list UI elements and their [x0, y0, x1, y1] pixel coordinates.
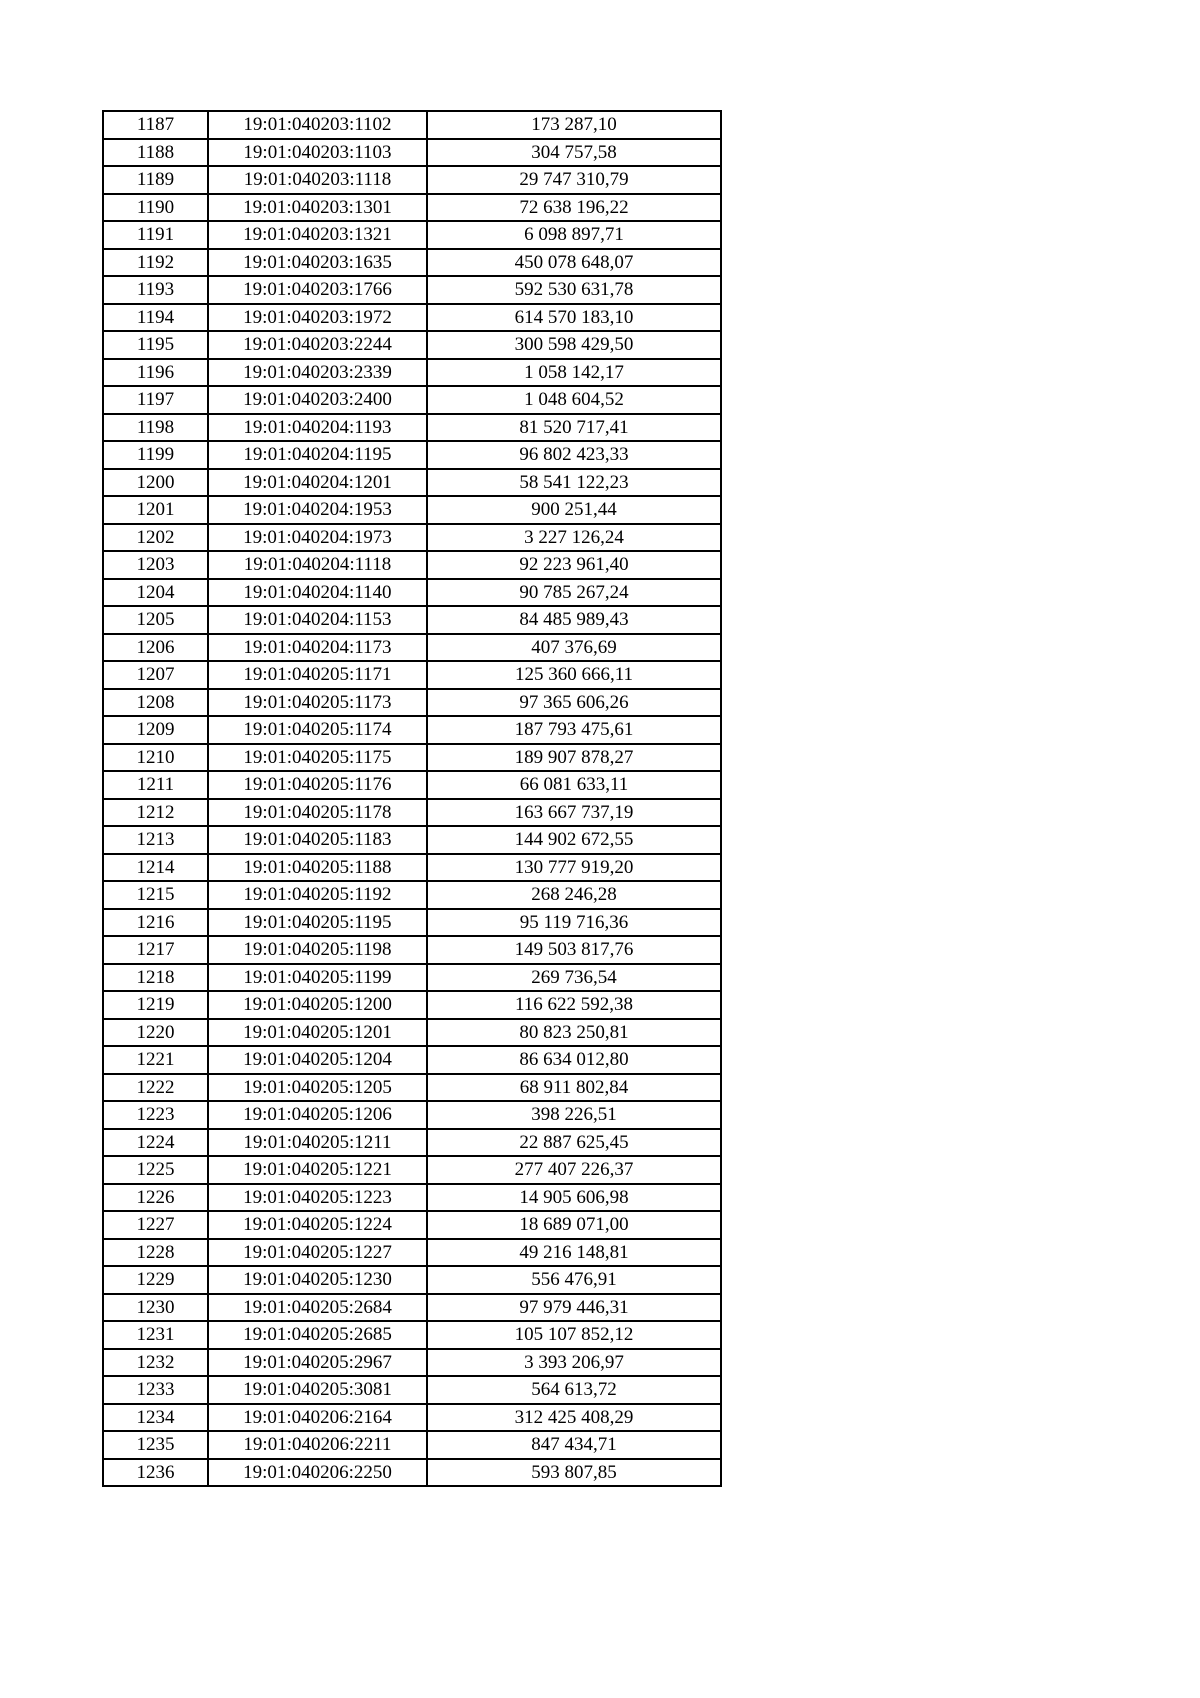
row-number-cell: 1223: [103, 1101, 208, 1129]
row-number-cell: 1193: [103, 276, 208, 304]
table-row: [103, 304, 721, 332]
table-row: [103, 909, 721, 937]
cadastral-value-cell: 49 216 148,81: [427, 1239, 721, 1267]
cadastral-number-cell: 19:01:040206:2164: [208, 1404, 427, 1432]
cadastral-number-cell: 19:01:040205:1176: [208, 771, 427, 799]
cadastral-number-cell: 19:01:040205:3081: [208, 1376, 427, 1404]
table-row: [103, 524, 721, 552]
row-number-cell: 1202: [103, 524, 208, 552]
row-number-cell: 1217: [103, 936, 208, 964]
table-row: [103, 1431, 721, 1459]
table-row: [103, 854, 721, 882]
table-row: [103, 606, 721, 634]
cadastral-value-cell: 97 979 446,31: [427, 1294, 721, 1322]
table-row: [103, 1349, 721, 1377]
row-number-cell: 1235: [103, 1431, 208, 1459]
row-number-cell: 1216: [103, 909, 208, 937]
table-row: [103, 1294, 721, 1322]
row-number-cell: 1229: [103, 1266, 208, 1294]
row-number-cell: 1191: [103, 221, 208, 249]
row-number-cell: 1224: [103, 1129, 208, 1157]
cadastral-value-cell: 847 434,71: [427, 1431, 721, 1459]
cadastral-number-cell: 19:01:040205:1227: [208, 1239, 427, 1267]
cadastral-value-cell: 105 107 852,12: [427, 1321, 721, 1349]
cadastral-number-cell: 19:01:040205:1221: [208, 1156, 427, 1184]
table-row: [103, 1101, 721, 1129]
table-row: [103, 771, 721, 799]
row-number-cell: 1220: [103, 1019, 208, 1047]
cadastral-number-cell: 19:01:040206:2250: [208, 1459, 427, 1487]
cadastral-number-cell: 19:01:040205:1224: [208, 1211, 427, 1239]
table-row: [103, 579, 721, 607]
table-row: [103, 386, 721, 414]
cadastral-value-cell: 80 823 250,81: [427, 1019, 721, 1047]
table-row: [103, 276, 721, 304]
table-row: [103, 551, 721, 579]
cadastral-value-cell: 3 393 206,97: [427, 1349, 721, 1377]
row-number-cell: 1203: [103, 551, 208, 579]
cadastral-value-cell: 92 223 961,40: [427, 551, 721, 579]
cadastral-number-cell: 19:01:040205:1211: [208, 1129, 427, 1157]
table-row: [103, 331, 721, 359]
table-row: [103, 964, 721, 992]
cadastral-number-cell: 19:01:040205:1188: [208, 854, 427, 882]
table-row: [103, 1404, 721, 1432]
cadastral-number-cell: 19:01:040205:1173: [208, 689, 427, 717]
cadastral-number-cell: 19:01:040205:1192: [208, 881, 427, 909]
cadastral-number-cell: 19:01:040205:1199: [208, 964, 427, 992]
row-number-cell: 1231: [103, 1321, 208, 1349]
table-row: [103, 441, 721, 469]
table-row: [103, 991, 721, 1019]
cadastral-value-cell: 6 098 897,71: [427, 221, 721, 249]
row-number-cell: 1230: [103, 1294, 208, 1322]
row-number-cell: 1236: [103, 1459, 208, 1487]
table-row: [103, 1074, 721, 1102]
table-row: [103, 111, 721, 139]
row-number-cell: 1195: [103, 331, 208, 359]
cadastral-number-cell: 19:01:040205:1204: [208, 1046, 427, 1074]
table-row: [103, 1376, 721, 1404]
cadastral-number-cell: 19:01:040203:1118: [208, 166, 427, 194]
cadastral-value-cell: 90 785 267,24: [427, 579, 721, 607]
cadastral-value-cell: 96 802 423,33: [427, 441, 721, 469]
cadastral-number-cell: 19:01:040203:1972: [208, 304, 427, 332]
cadastral-value-cell: 81 520 717,41: [427, 414, 721, 442]
row-number-cell: 1213: [103, 826, 208, 854]
row-number-cell: 1196: [103, 359, 208, 387]
cadastral-value-cell: 18 689 071,00: [427, 1211, 721, 1239]
cadastral-value-cell: 14 905 606,98: [427, 1184, 721, 1212]
cadastral-value-table: [102, 110, 722, 1487]
table-row: [103, 1046, 721, 1074]
table-row: [103, 1184, 721, 1212]
table-row: [103, 661, 721, 689]
cadastral-value-cell: 84 485 989,43: [427, 606, 721, 634]
cadastral-value-cell: 407 376,69: [427, 634, 721, 662]
table-row: [103, 716, 721, 744]
cadastral-number-cell: 19:01:040205:1223: [208, 1184, 427, 1212]
cadastral-value-cell: 66 081 633,11: [427, 771, 721, 799]
row-number-cell: 1209: [103, 716, 208, 744]
row-number-cell: 1219: [103, 991, 208, 1019]
row-number-cell: 1206: [103, 634, 208, 662]
cadastral-value-cell: 312 425 408,29: [427, 1404, 721, 1432]
cadastral-number-cell: 19:01:040205:1195: [208, 909, 427, 937]
cadastral-value-cell: 22 887 625,45: [427, 1129, 721, 1157]
cadastral-number-cell: 19:01:040203:2244: [208, 331, 427, 359]
cadastral-value-cell: 269 736,54: [427, 964, 721, 992]
cadastral-number-cell: 19:01:040204:1173: [208, 634, 427, 662]
row-number-cell: 1218: [103, 964, 208, 992]
cadastral-number-cell: 19:01:040205:1174: [208, 716, 427, 744]
table-row: [103, 496, 721, 524]
row-number-cell: 1234: [103, 1404, 208, 1432]
table-row: [103, 359, 721, 387]
table-row: [103, 1266, 721, 1294]
row-number-cell: 1201: [103, 496, 208, 524]
cadastral-value-cell: 163 667 737,19: [427, 799, 721, 827]
cadastral-number-cell: 19:01:040205:2685: [208, 1321, 427, 1349]
row-number-cell: 1200: [103, 469, 208, 497]
cadastral-value-cell: 187 793 475,61: [427, 716, 721, 744]
cadastral-number-cell: 19:01:040205:1206: [208, 1101, 427, 1129]
cadastral-number-cell: 19:01:040203:2400: [208, 386, 427, 414]
cadastral-value-cell: 95 119 716,36: [427, 909, 721, 937]
cadastral-value-cell: 144 902 672,55: [427, 826, 721, 854]
cadastral-value-cell: 614 570 183,10: [427, 304, 721, 332]
cadastral-number-cell: 19:01:040205:1183: [208, 826, 427, 854]
row-number-cell: 1233: [103, 1376, 208, 1404]
table-row: [103, 826, 721, 854]
cadastral-value-cell: 556 476,91: [427, 1266, 721, 1294]
table-row: [103, 1459, 721, 1487]
cadastral-value-cell: 1 048 604,52: [427, 386, 721, 414]
cadastral-value-cell: 86 634 012,80: [427, 1046, 721, 1074]
cadastral-value-cell: 900 251,44: [427, 496, 721, 524]
cadastral-number-cell: 19:01:040203:2339: [208, 359, 427, 387]
cadastral-value-cell: 564 613,72: [427, 1376, 721, 1404]
table-row: [103, 166, 721, 194]
table-row: [103, 414, 721, 442]
cadastral-number-cell: 19:01:040204:1953: [208, 496, 427, 524]
table-row: [103, 881, 721, 909]
row-number-cell: 1225: [103, 1156, 208, 1184]
cadastral-number-cell: 19:01:040205:1178: [208, 799, 427, 827]
cadastral-number-cell: 19:01:040203:1301: [208, 194, 427, 222]
row-number-cell: 1205: [103, 606, 208, 634]
row-number-cell: 1215: [103, 881, 208, 909]
cadastral-number-cell: 19:01:040205:2967: [208, 1349, 427, 1377]
table-body: [103, 111, 721, 1486]
table-row: [103, 1156, 721, 1184]
table-row: [103, 744, 721, 772]
table-row: [103, 469, 721, 497]
cadastral-number-cell: 19:01:040204:1153: [208, 606, 427, 634]
cadastral-number-cell: 19:01:040204:1201: [208, 469, 427, 497]
cadastral-value-cell: 130 777 919,20: [427, 854, 721, 882]
row-number-cell: 1199: [103, 441, 208, 469]
cadastral-value-cell: 29 747 310,79: [427, 166, 721, 194]
cadastral-number-cell: 19:01:040205:1171: [208, 661, 427, 689]
cadastral-value-cell: 1 058 142,17: [427, 359, 721, 387]
cadastral-number-cell: 19:01:040204:1118: [208, 551, 427, 579]
cadastral-number-cell: 19:01:040203:1321: [208, 221, 427, 249]
row-number-cell: 1214: [103, 854, 208, 882]
cadastral-number-cell: 19:01:040204:1195: [208, 441, 427, 469]
table-row: [103, 139, 721, 167]
cadastral-value-cell: 593 807,85: [427, 1459, 721, 1487]
row-number-cell: 1190: [103, 194, 208, 222]
table-row: [103, 689, 721, 717]
cadastral-number-cell: 19:01:040203:1766: [208, 276, 427, 304]
row-number-cell: 1187: [103, 111, 208, 139]
cadastral-value-cell: 300 598 429,50: [427, 331, 721, 359]
table-row: [103, 936, 721, 964]
row-number-cell: 1222: [103, 1074, 208, 1102]
table-row: [103, 799, 721, 827]
table-row: [103, 1019, 721, 1047]
cadastral-value-cell: 3 227 126,24: [427, 524, 721, 552]
table-row: [103, 1239, 721, 1267]
table-row: [103, 249, 721, 277]
table-row: [103, 634, 721, 662]
cadastral-value-cell: 189 907 878,27: [427, 744, 721, 772]
cadastral-number-cell: 19:01:040205:1201: [208, 1019, 427, 1047]
row-number-cell: 1198: [103, 414, 208, 442]
row-number-cell: 1227: [103, 1211, 208, 1239]
row-number-cell: 1194: [103, 304, 208, 332]
cadastral-number-cell: 19:01:040204:1140: [208, 579, 427, 607]
row-number-cell: 1192: [103, 249, 208, 277]
cadastral-number-cell: 19:01:040205:1198: [208, 936, 427, 964]
cadastral-number-cell: 19:01:040206:2211: [208, 1431, 427, 1459]
cadastral-value-cell: 58 541 122,23: [427, 469, 721, 497]
cadastral-value-cell: 268 246,28: [427, 881, 721, 909]
cadastral-number-cell: 19:01:040205:1230: [208, 1266, 427, 1294]
cadastral-number-cell: 19:01:040205:1200: [208, 991, 427, 1019]
cadastral-number-cell: 19:01:040203:1635: [208, 249, 427, 277]
row-number-cell: 1210: [103, 744, 208, 772]
row-number-cell: 1226: [103, 1184, 208, 1212]
table-row: [103, 1211, 721, 1239]
cadastral-number-cell: 19:01:040205:1205: [208, 1074, 427, 1102]
cadastral-number-cell: 19:01:040205:2684: [208, 1294, 427, 1322]
row-number-cell: 1221: [103, 1046, 208, 1074]
cadastral-number-cell: 19:01:040203:1102: [208, 111, 427, 139]
row-number-cell: 1207: [103, 661, 208, 689]
cadastral-value-cell: 304 757,58: [427, 139, 721, 167]
cadastral-value-cell: 68 911 802,84: [427, 1074, 721, 1102]
row-number-cell: 1204: [103, 579, 208, 607]
row-number-cell: 1189: [103, 166, 208, 194]
cadastral-number-cell: 19:01:040204:1973: [208, 524, 427, 552]
cadastral-value-cell: 398 226,51: [427, 1101, 721, 1129]
cadastral-value-cell: 97 365 606,26: [427, 689, 721, 717]
cadastral-value-cell: 72 638 196,22: [427, 194, 721, 222]
table-row: [103, 1321, 721, 1349]
row-number-cell: 1197: [103, 386, 208, 414]
cadastral-value-cell: 125 360 666,11: [427, 661, 721, 689]
table-row: [103, 221, 721, 249]
cadastral-number-cell: 19:01:040205:1175: [208, 744, 427, 772]
row-number-cell: 1228: [103, 1239, 208, 1267]
cadastral-number-cell: 19:01:040203:1103: [208, 139, 427, 167]
cadastral-value-cell: 450 078 648,07: [427, 249, 721, 277]
row-number-cell: 1232: [103, 1349, 208, 1377]
row-number-cell: 1208: [103, 689, 208, 717]
cadastral-value-cell: 149 503 817,76: [427, 936, 721, 964]
cadastral-value-cell: 173 287,10: [427, 111, 721, 139]
cadastral-value-cell: 277 407 226,37: [427, 1156, 721, 1184]
cadastral-number-cell: 19:01:040204:1193: [208, 414, 427, 442]
table-row: [103, 1129, 721, 1157]
row-number-cell: 1211: [103, 771, 208, 799]
row-number-cell: 1188: [103, 139, 208, 167]
cadastral-value-cell: 116 622 592,38: [427, 991, 721, 1019]
row-number-cell: 1212: [103, 799, 208, 827]
table-row: [103, 194, 721, 222]
cadastral-value-cell: 592 530 631,78: [427, 276, 721, 304]
